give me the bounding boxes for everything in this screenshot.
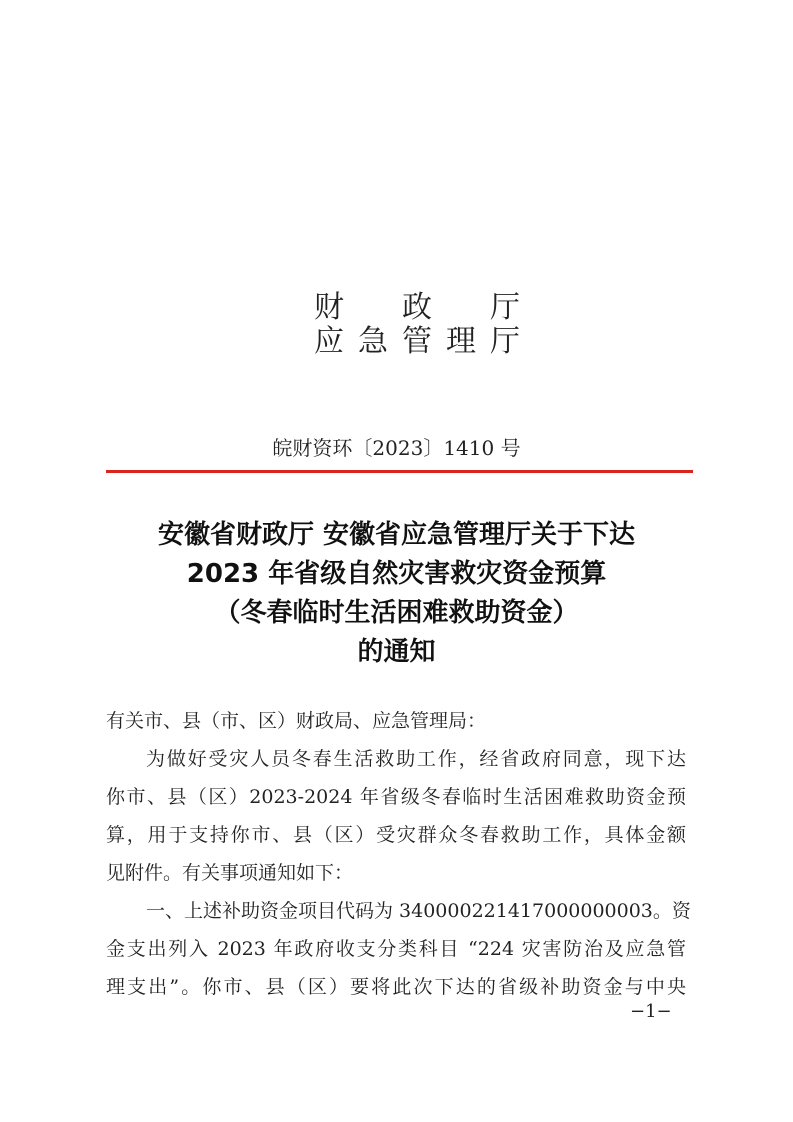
title-line: 的通知 xyxy=(357,637,436,667)
issuer-char: 厅 xyxy=(490,290,520,325)
title-line: 2023 年省级自然灾害救灾资金预算 xyxy=(186,559,607,589)
body-line: 金支出列入 2023 年政府收支分类科目 “224 灾害防治及应急管 xyxy=(106,938,686,960)
issuer-char: 政 xyxy=(402,290,432,325)
body-line: 一、上述补助资金项目代码为 340000221417000000003。资 xyxy=(146,900,691,922)
document-body xyxy=(106,702,691,1006)
salutation: 有关市、县（市、区）财政局、应急管理局： xyxy=(106,710,487,732)
body-line: 你市、县（区）2023-2024 年省级冬春临时生活困难救助资金预 xyxy=(106,786,686,808)
issuer-char: 理 xyxy=(446,324,476,359)
document-number: 皖财资环〔2023〕1410 号 xyxy=(272,436,521,460)
body-line: 为做好受灾人员冬春生活救助工作，经省政府同意，现下达 xyxy=(146,748,686,770)
page-number: −1− xyxy=(630,1001,672,1022)
issuer-char: 厅 xyxy=(490,324,520,359)
issuer-emergency-dept xyxy=(0,320,793,364)
body-line: 理支出”。你市、县（区）要将此次下达的省级补助资金与中央 xyxy=(106,976,686,998)
body-line: 算，用于支持你市、县（区）受灾群众冬春救助工作，具体金额 xyxy=(106,824,686,846)
issuer-char: 财 xyxy=(314,290,344,325)
body-line: 见附件。有关事项通知如下： xyxy=(106,862,354,884)
title-line: 安徽省财政厅 安徽省应急管理厅关于下达 xyxy=(157,520,636,550)
issuer-char: 应 xyxy=(314,324,344,359)
issuer-char: 管 xyxy=(402,324,432,359)
red-divider-line xyxy=(106,470,693,473)
issuer-char: 急 xyxy=(358,324,388,359)
title-line: （冬春临时生活困难救助资金） xyxy=(214,598,579,628)
document-title xyxy=(80,516,713,672)
